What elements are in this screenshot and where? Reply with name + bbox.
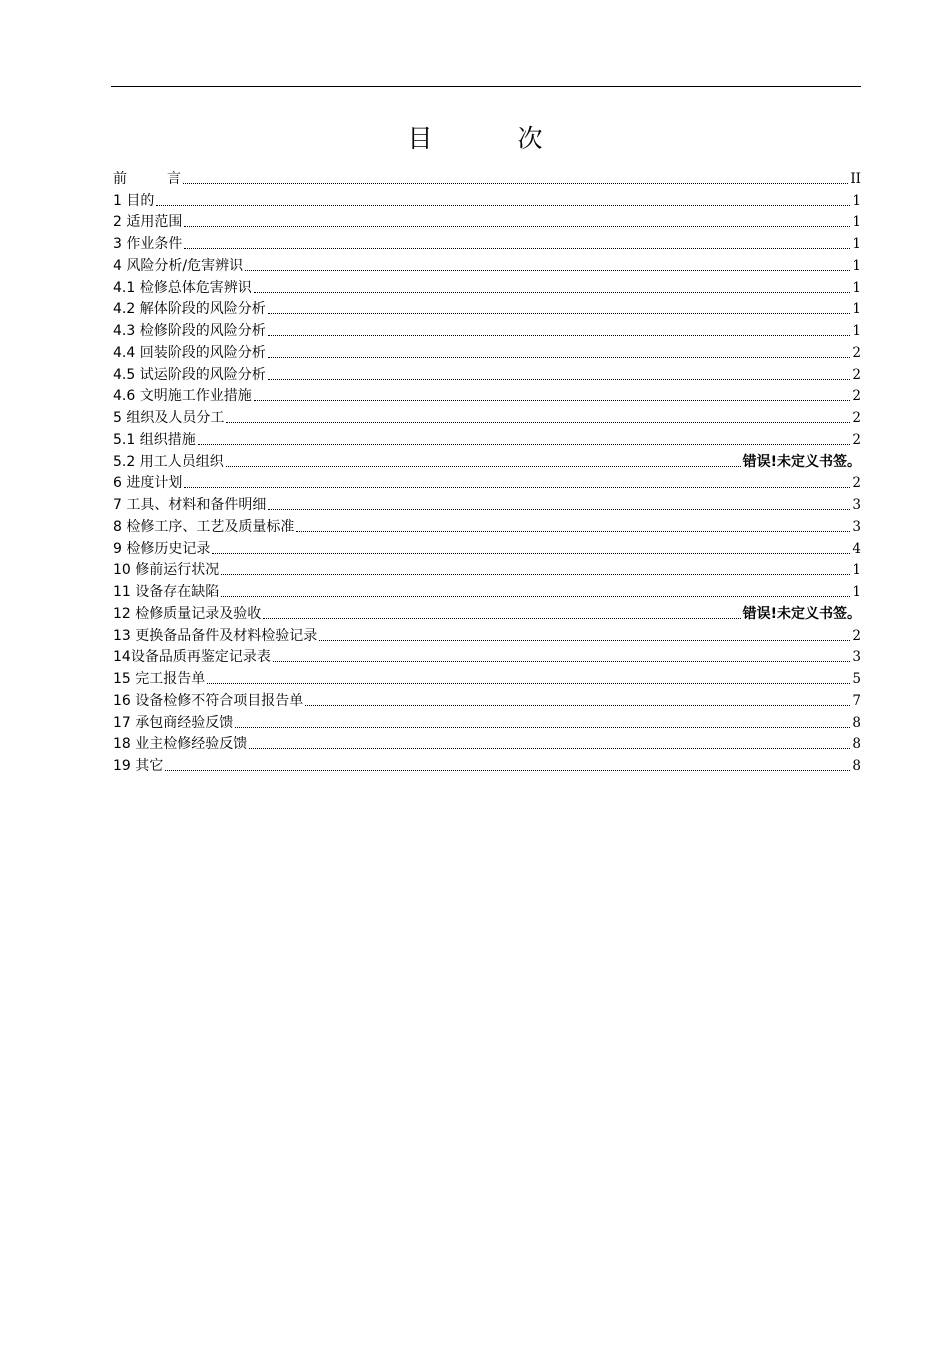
toc-entry[interactable]: [113, 623, 861, 645]
toc-entry-label: 13 更换备品备件及材料检验记录: [113, 627, 318, 644]
toc-dot-leader: [221, 574, 850, 575]
toc-entry-label: 6 进度计划: [113, 475, 183, 492]
toc-entry[interactable]: [113, 601, 861, 623]
toc-dot-leader: [235, 727, 850, 728]
toc-entry-label: 15 完工报告单: [113, 671, 206, 687]
toc-entry[interactable]: [113, 710, 861, 732]
toc-entry-page: 1: [852, 584, 861, 600]
toc-dot-leader: [183, 183, 848, 184]
toc-entry[interactable]: [113, 318, 861, 340]
toc-entry-page: 2: [852, 410, 861, 426]
toc-entry-label: [113, 170, 181, 188]
toc-entry-page: 1: [852, 257, 861, 274]
toc-entry-page: 3: [852, 518, 861, 535]
toc-entry[interactable]: [113, 514, 861, 536]
toc-dot-leader: [226, 466, 741, 467]
toc-entry[interactable]: [113, 688, 861, 710]
toc-dot-leader: [165, 770, 850, 771]
toc-entry[interactable]: [113, 297, 861, 319]
toc-entry-label: 7 工具、材料和备件明细: [113, 497, 267, 513]
toc-entry[interactable]: [113, 732, 861, 754]
toc-entry-label: 11 设备存在缺陷: [113, 584, 220, 600]
toc-entry[interactable]: [113, 666, 861, 688]
toc-entry-label: 19 其它: [113, 758, 164, 774]
toc-entry[interactable]: [113, 405, 861, 427]
toc-entry[interactable]: [113, 275, 861, 297]
toc-entry-label: 4.3 检修阶段的风险分析: [113, 323, 266, 339]
toc-entry[interactable]: [113, 471, 861, 493]
toc-entry-label: 5.2 用工人员组织: [113, 453, 224, 470]
toc-entry-page-error: 错误!未定义书签。: [742, 453, 861, 470]
toc-entry-page: 2: [852, 475, 861, 492]
toc-dot-leader: [305, 705, 850, 706]
toc-entry-label-part: 前: [113, 170, 127, 187]
toc-dot-leader: [184, 248, 850, 249]
toc-dot-leader: [245, 270, 850, 271]
toc-dot-leader: [268, 509, 850, 510]
header-rule: [111, 86, 861, 87]
toc-entry-label: 5.1 组织措施: [113, 431, 196, 448]
toc-entry-page: 1: [852, 279, 861, 296]
toc-entry[interactable]: [113, 210, 861, 232]
toc-entry-page: 4: [852, 540, 861, 557]
toc-dot-leader: [221, 596, 850, 597]
toc-dot-leader: [319, 640, 850, 641]
toc-entry-page: 7: [852, 692, 861, 709]
toc-entry[interactable]: [113, 340, 861, 362]
toc-dot-leader: [273, 661, 851, 662]
toc-entry-page: 2: [852, 344, 861, 361]
toc-dot-leader: [254, 400, 851, 401]
toc-entry-page: 8: [852, 758, 861, 774]
toc-entry-label: 10 修前运行状况: [113, 562, 220, 579]
toc-dot-leader: [249, 748, 850, 749]
toc-entry-label: 14设备品质再鉴定记录表: [113, 649, 271, 666]
toc-entry-label: 9 检修历史记录: [113, 540, 211, 557]
toc-entry[interactable]: [113, 558, 861, 580]
toc-entry[interactable]: [113, 231, 861, 253]
toc-entry-label: 4 风险分析/危害辨识: [113, 257, 244, 274]
table-of-contents: [113, 166, 861, 775]
page-title: 目 次: [407, 124, 573, 153]
toc-entry[interactable]: [113, 166, 861, 188]
toc-entry-label: 2 适用范围: [113, 214, 183, 231]
toc-entry-page: 2: [852, 431, 861, 448]
toc-entry[interactable]: [113, 449, 861, 471]
toc-entry-label: 4.4 回装阶段的风险分析: [113, 344, 266, 361]
toc-entry[interactable]: [113, 384, 861, 406]
toc-entry[interactable]: [113, 492, 861, 514]
toc-entry-page: 8: [852, 736, 861, 753]
toc-entry-page: 1: [852, 214, 861, 231]
toc-entry-page: 2: [852, 366, 861, 383]
toc-entry-page: 3: [852, 649, 861, 666]
toc-entry-label-part: 言: [167, 170, 181, 187]
toc-entry-label: 4.5 试运阶段的风险分析: [113, 366, 266, 383]
toc-entry-label: 1 目的: [113, 192, 155, 209]
toc-entry[interactable]: [113, 645, 861, 667]
toc-entry-label: 16 设备检修不符合项目报告单: [113, 692, 304, 709]
toc-entry[interactable]: [113, 253, 861, 275]
toc-dot-leader: [198, 444, 851, 445]
toc-dot-leader: [268, 313, 851, 314]
toc-dot-leader: [268, 335, 851, 336]
toc-entry-page: 1: [852, 192, 861, 209]
toc-dot-leader: [268, 357, 851, 358]
toc-entry-label: 4.2 解体阶段的风险分析: [113, 301, 266, 318]
toc-entry-label: 4.1 检修总体危害辨识: [113, 279, 252, 296]
toc-dot-leader: [207, 683, 850, 684]
toc-entry-page: 1: [852, 323, 861, 339]
toc-entry-page: II: [850, 170, 861, 187]
toc-entry-label: 8 检修工序、工艺及质量标准: [113, 518, 295, 535]
toc-entry-page: 8: [852, 714, 861, 731]
toc-dot-leader: [226, 422, 850, 423]
toc-entry-label: 12 检修质量记录及验收: [113, 605, 262, 622]
toc-entry-page: 1: [852, 301, 861, 318]
toc-entry-page: 5: [852, 671, 861, 687]
toc-entry-label: 18 业主检修经验反馈: [113, 736, 248, 753]
toc-dot-leader: [268, 379, 851, 380]
toc-entry[interactable]: [113, 362, 861, 384]
toc-dot-leader: [184, 226, 850, 227]
toc-entry-label: 17 承包商经验反馈: [113, 714, 234, 731]
toc-entry[interactable]: [113, 188, 861, 210]
toc-entry-page-error: 错误!未定义书签。: [742, 605, 861, 622]
toc-entry[interactable]: [113, 753, 861, 775]
toc-entry-page: 1: [852, 562, 861, 579]
toc-entry[interactable]: [113, 579, 861, 601]
toc-entry[interactable]: [113, 536, 861, 558]
toc-entry-page: 2: [852, 627, 861, 644]
toc-entry-page: 1: [852, 236, 861, 252]
toc-entry-label: 5 组织及人员分工: [113, 410, 225, 426]
toc-entry-label: 3 作业条件: [113, 236, 183, 252]
toc-dot-leader: [156, 205, 850, 206]
toc-entry-label: 4.6 文明施工作业措施: [113, 388, 252, 405]
toc-dot-leader: [263, 618, 740, 619]
toc-entry[interactable]: [113, 427, 861, 449]
toc-dot-leader: [184, 487, 850, 488]
toc-dot-leader: [296, 531, 850, 532]
toc-dot-leader: [254, 292, 851, 293]
toc-dot-leader: [212, 553, 850, 554]
toc-entry-page: 2: [852, 388, 861, 405]
toc-entry-page: 3: [852, 497, 861, 513]
